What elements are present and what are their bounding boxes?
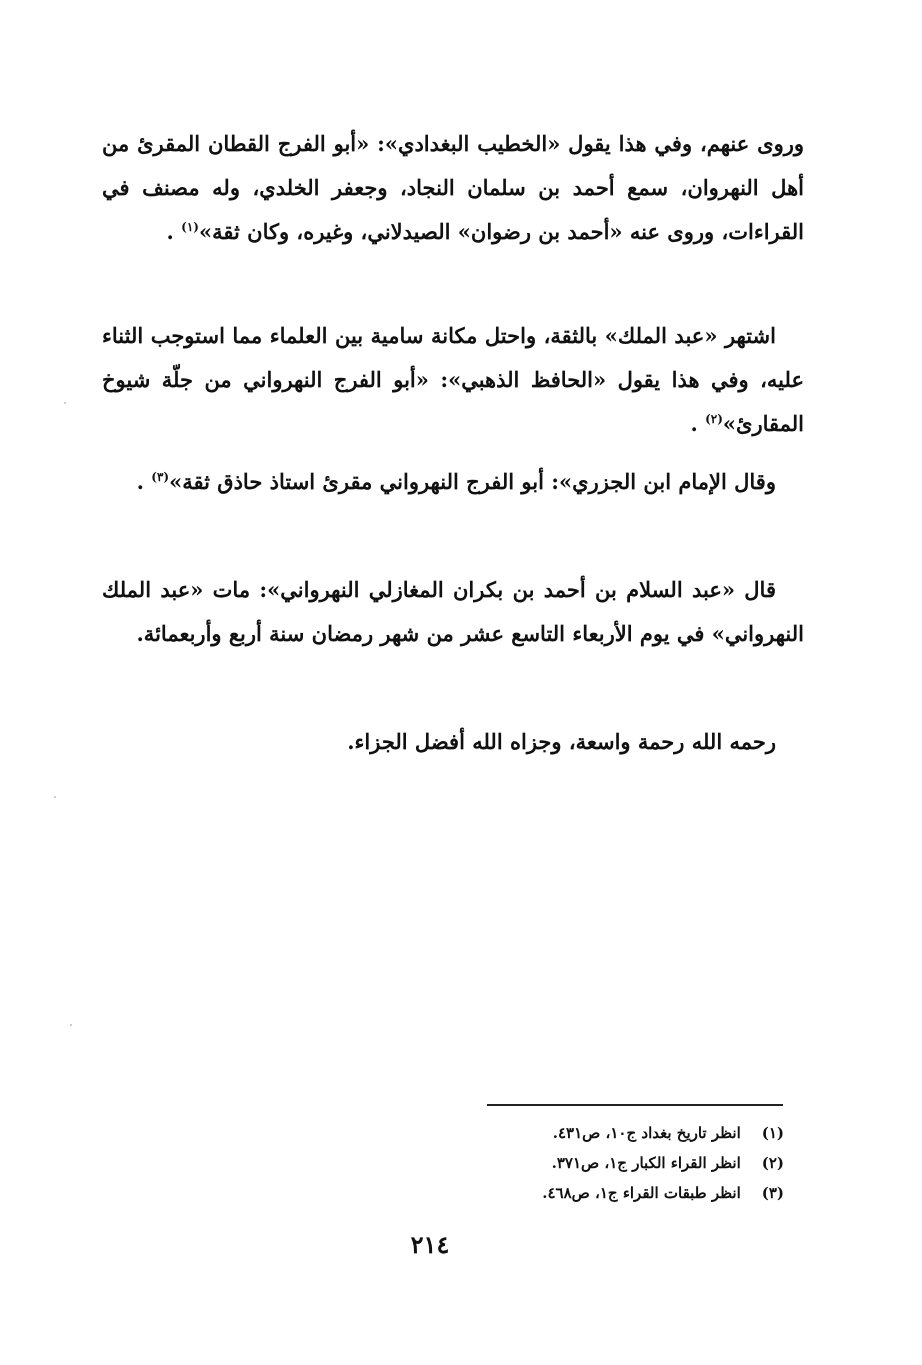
footnote-item [402,1118,784,1148]
paragraph-1 [102,122,804,254]
scan-speck [54,796,56,798]
footnote-ref-2: (٢) [705,412,723,426]
paragraph-4 [102,568,804,656]
paragraph-3-end: . [136,469,152,494]
paragraph-2-end: . [690,411,706,436]
footnote-item [402,1178,784,1208]
paragraph-1-end: . [166,219,182,244]
footnotes-list [402,1118,784,1208]
footnote-number: (٣) [761,1184,784,1202]
scan-speck [70,1024,72,1026]
footnote-text: انظر طبقات القراء ج١، ص٤٦٨. [542,1184,741,1202]
paragraph-2 [102,314,804,446]
footnote-number: (١) [761,1124,784,1142]
paragraph-3 [102,460,804,504]
scan-speck [64,402,66,404]
footnote-text: انظر القراء الكبار ج١، ص٣٧١. [551,1154,741,1172]
footnote-number: (٢) [761,1154,784,1172]
paragraph-3-text: وقال الإمام ابن الجزري»: أبو الفرج النهرواني مقرئ استاذ حاذق ثقة» [169,469,776,494]
footnote-separator-rule [487,1104,783,1106]
footnote-ref-3: (٣) [151,470,170,484]
page-number: ٢١٤ [410,1230,450,1259]
paragraph-4-text: قال «عبد السلام بن أحمد بن بكران المغازلي النهرواني»: مات «عبد الملك النهرواني» في يوم الأربعاء التاسع عشر من شهر رمضان سنة أربع وأربعمائة. [102,577,804,646]
paragraph-1-text: وروى عنهم، وفي هذا يقول «الخطيب البغدادي»: «أبو الفرج القطان المقرئ من أهل النهروان، سمع أحمد بن سلمان النجاد، وجعفر الخلدي، وله مصنف في القراءات، وروى عنه «أحمد بن رضوان» الصيدلاني، وغيره، وكان ثقة» [102,131,804,244]
footnote-ref-1: (١) [181,220,199,234]
paragraph-5 [102,720,804,764]
paragraph-2-text: اشتهر «عبد الملك» بالثقة، واحتل مكانة سامية بين العلماء مما استوجب الثناء عليه، وفي هذا يقول «الحافظ الذهبي»: «أبو الفرج النهرواني من جلّة شيوخ المقارئ» [102,323,804,436]
footnote-text: انظر تاريخ بغداد ج١٠، ص٤٣١. [552,1124,741,1142]
paragraph-5-text: رحمه الله رحمة واسعة، وجزاه الله أفضل الجزاء. [347,729,776,754]
footnote-item [402,1148,784,1178]
